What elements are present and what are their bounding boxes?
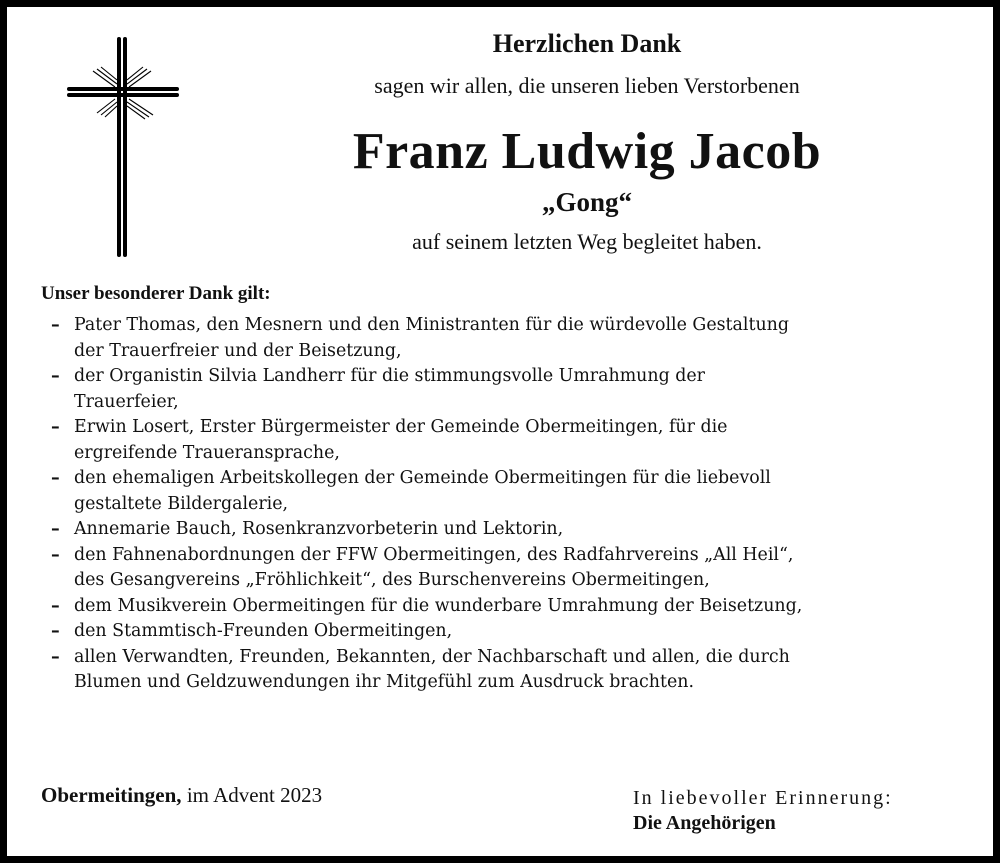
dash-bullet: – bbox=[51, 315, 60, 335]
list-item: – der Organistin Silvia Landherr für die stimmungsvolle Umrahmung der Trauerfeier, bbox=[51, 366, 705, 412]
list-item: – den Stammtisch-Freunden Obermeitingen, bbox=[41, 619, 981, 645]
thanks-list bbox=[41, 313, 981, 696]
dash-bullet: – bbox=[51, 646, 60, 667]
list-item: – dem Musikverein Obermeitingen für die wunderbare Umrahmung der Beisetzung, bbox=[41, 594, 981, 620]
list-item: – den ehemaligen Arbeitskollegen der Gemeinde Obermeitingen für die liebevoll gestaltete Bildergalerie, bbox=[51, 468, 771, 514]
list-item: – allen Verwandten, Freunden, Bekannten, der Nachbarschaft und allen, die durch Blumen und Geldzuwendungen ihr Mitgefühl zum Ausdruck brachten. bbox=[51, 646, 790, 692]
date: im Advent 2023 bbox=[181, 783, 323, 807]
place-date bbox=[41, 783, 322, 808]
dash-bullet: – bbox=[51, 595, 60, 616]
signature bbox=[633, 787, 893, 835]
place: Obermeitingen, bbox=[41, 783, 182, 807]
deceased-name: Franz Ludwig Jacob bbox=[352, 123, 822, 180]
title: Herzlichen Dank bbox=[492, 29, 682, 58]
dash-bullet: – bbox=[51, 468, 60, 488]
thanks-intro: Unser besonderer Dank gilt: bbox=[41, 283, 271, 304]
list-item: – Pater Thomas, den Mesnern und den Ministranten für die würdevolle Gestaltung der Trauerfreier und der Beisetzung, bbox=[51, 315, 789, 361]
dash-bullet: – bbox=[51, 366, 60, 386]
dash-bullet: – bbox=[51, 417, 60, 437]
list-item: – Erwin Losert, Erster Bürgermeister der Gemeinde Obermeitingen, für die ergreifende Traueransprache, bbox=[51, 417, 728, 463]
dash-bullet: – bbox=[51, 621, 60, 641]
obituary-notice bbox=[7, 7, 993, 856]
greeting: In liebevoller Erinnerung: bbox=[633, 787, 893, 809]
radiant-cross-icon bbox=[61, 29, 181, 259]
list-item: – Annemarie Bauch, Rosenkranzvorbeterin und Lektorin, bbox=[41, 517, 981, 543]
signatories: Die Angehörigen bbox=[633, 812, 776, 834]
dash-bullet: – bbox=[51, 519, 60, 539]
closing-line: auf seinem letzten Weg begleitet haben. bbox=[412, 229, 762, 254]
nickname: „Gong“ bbox=[541, 187, 633, 217]
subtitle: sagen wir allen, die unseren lieben Verstorbenen bbox=[374, 73, 800, 98]
list-item: – den Fahnenabordnungen der FFW Obermeitingen, des Radfahrvereins „All Heil“, des Gesangvereins „Fröhlichkeit“, des Burschenvereins Obermeitingen, bbox=[51, 544, 794, 590]
dash-bullet: – bbox=[51, 544, 60, 565]
